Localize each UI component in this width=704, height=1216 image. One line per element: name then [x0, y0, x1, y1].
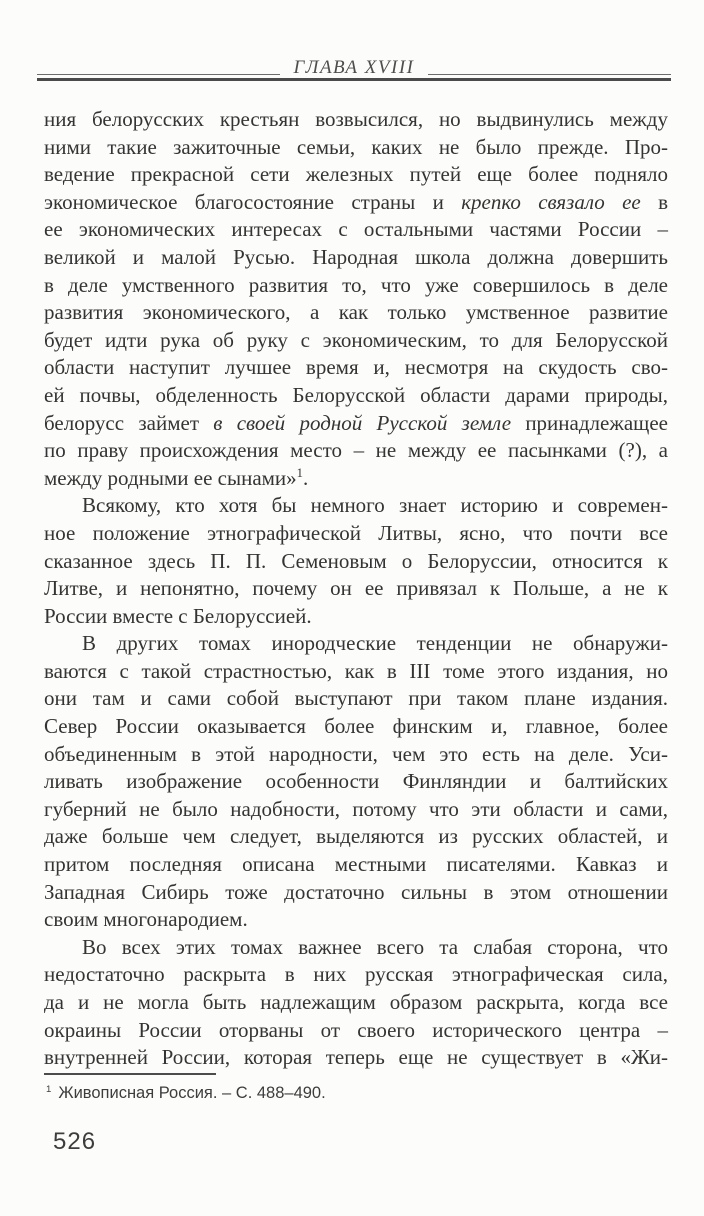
- text-segment: притом последняя описана местными писателями. Кавказ и: [44, 852, 668, 877]
- paragraph: [44, 106, 668, 492]
- running-head: [37, 50, 671, 76]
- text-line: [44, 741, 668, 769]
- text-segment: .: [302, 465, 309, 490]
- text-line: [44, 272, 668, 300]
- text-line: [44, 906, 668, 934]
- text-line: [44, 879, 668, 907]
- text-line: [44, 796, 668, 824]
- text-line: [44, 520, 668, 548]
- body-text: [44, 106, 668, 1072]
- text-segment: внутренней России, которая теперь еще не существует в «Жи-: [44, 1045, 668, 1070]
- text-segment: экономическое благосостояние страны и: [44, 189, 462, 214]
- text-line: [44, 437, 668, 465]
- text-segment: В других томах инородческие тенденции не обнаружи-: [82, 631, 668, 656]
- text-line: [44, 548, 668, 576]
- text-segment: ное положение этнографической Литвы, ясно, что почти все: [44, 520, 668, 545]
- text-segment: по праву происхождения место – не между ее пасынками (?), а: [44, 438, 668, 463]
- text-line: [44, 106, 668, 134]
- text-line: [44, 961, 668, 989]
- paragraph: [44, 934, 668, 1072]
- chapter-heading: ГЛАВА XVIII: [293, 57, 415, 78]
- text-segment: в: [640, 189, 668, 214]
- text-line: [44, 410, 668, 438]
- text-segment: в деле умственного развития то, что уже совершилось в деле: [44, 272, 668, 297]
- text-segment: объединенным в этой народности, чем это есть на деле. Уси-: [44, 741, 668, 766]
- text-line: [44, 630, 668, 658]
- text-segment: великой и малой Русью. Народная школа должна довершить: [44, 244, 668, 269]
- paragraph: [44, 492, 668, 630]
- text-line: [44, 851, 668, 879]
- text-segment: они там и сами собой выступают при таком плане издания.: [44, 686, 668, 711]
- footnote: [46, 1082, 666, 1104]
- text-line: [44, 603, 668, 631]
- text-segment: Север России оказывается более финским и, главное, более: [44, 714, 668, 739]
- text-line: [44, 685, 668, 713]
- text-segment: будет идти рука об руку с экономическим, то для Белорусской: [44, 327, 668, 352]
- text-segment: ваются с такой страстностью, как в III томе этого издания, но: [44, 658, 668, 683]
- text-line: [44, 244, 668, 272]
- header-rule-right: [428, 74, 671, 76]
- header-rule-left: [37, 74, 280, 76]
- paragraph: [44, 630, 668, 934]
- text-line: [44, 382, 668, 410]
- text-segment: белорусс займет: [44, 410, 214, 435]
- text-segment: Литве, и непонятно, почему он ее привязал к Польше, а не к: [44, 576, 668, 601]
- text-line: [44, 768, 668, 796]
- text-line: [44, 658, 668, 686]
- footnote-marker: 1: [46, 1083, 52, 1095]
- text-segment: окраины России оторваны от своего исторического центра –: [44, 1017, 668, 1042]
- text-line: [44, 492, 668, 520]
- header-rule: [37, 78, 671, 81]
- text-segment: ними такие зажиточные семьи, каких не было прежде. Про-: [44, 134, 668, 159]
- text-segment: даже больше чем следует, выделяются из русских областей, и: [44, 824, 668, 849]
- text-segment: губерний не было надобности, потому что эти области и сами,: [44, 796, 668, 821]
- emphasized-text: крепко связало ее: [461, 189, 641, 214]
- text-line: [44, 575, 668, 603]
- text-segment: недостаточно раскрыта в них русская этнографическая сила,: [44, 962, 668, 987]
- text-segment: между родными ее сынами»: [44, 465, 297, 490]
- text-segment: ее экономических интересах с остальными частями России –: [44, 217, 668, 242]
- text-line: [44, 161, 668, 189]
- footnote-reference: 1: [296, 465, 303, 480]
- text-line: [44, 327, 668, 355]
- text-segment: области наступит лучшее время и, несмотря на скудость сво-: [44, 355, 668, 380]
- text-segment: Западная Сибирь тоже достаточно сильны в этом отношении: [44, 879, 668, 904]
- text-line: [44, 299, 668, 327]
- text-line: [44, 1017, 668, 1045]
- text-segment: сказанное здесь П. П. Семеновым о Белоруссии, относится к: [44, 548, 668, 573]
- text-line: [44, 989, 668, 1017]
- footnote-rule: [44, 1073, 216, 1075]
- text-line: [44, 189, 668, 217]
- text-line: [44, 354, 668, 382]
- text-segment: ей почвы, обделенность Белорусской области дарами природы,: [44, 382, 668, 407]
- text-segment: России вместе с Белоруссией.: [44, 603, 312, 628]
- text-segment: принадлежащее: [511, 410, 668, 435]
- text-line: [44, 465, 668, 493]
- text-segment: ния белорусских крестьян возвысился, но выдвинулись между: [44, 107, 668, 131]
- text-line: [44, 934, 668, 962]
- text-line: [44, 713, 668, 741]
- text-line: [44, 134, 668, 162]
- footnote-text: Живописная Россия. – С. 488–490.: [58, 1084, 326, 1102]
- page-number: 526: [53, 1128, 97, 1155]
- text-line: [44, 216, 668, 244]
- text-segment: Во всех этих томах важнее всего та слабая сторона, что: [82, 934, 668, 959]
- text-segment: ведение прекрасной сети железных путей еще более подняло: [44, 162, 668, 187]
- text-segment: Всякому, кто хотя бы немного знает историю и современ-: [82, 493, 668, 518]
- text-segment: своим многонародием.: [44, 907, 248, 932]
- text-line: [44, 1044, 668, 1072]
- text-segment: развития экономического, а как только умственное развитие: [44, 300, 668, 325]
- text-segment: ливать изображение особенности Финляндии и балтийских: [44, 769, 668, 794]
- text-segment: да и не могла быть надлежащим образом раскрыта, когда все: [44, 990, 668, 1014]
- text-line: [44, 823, 668, 851]
- emphasized-text: в своей родной Русской земле: [213, 410, 512, 435]
